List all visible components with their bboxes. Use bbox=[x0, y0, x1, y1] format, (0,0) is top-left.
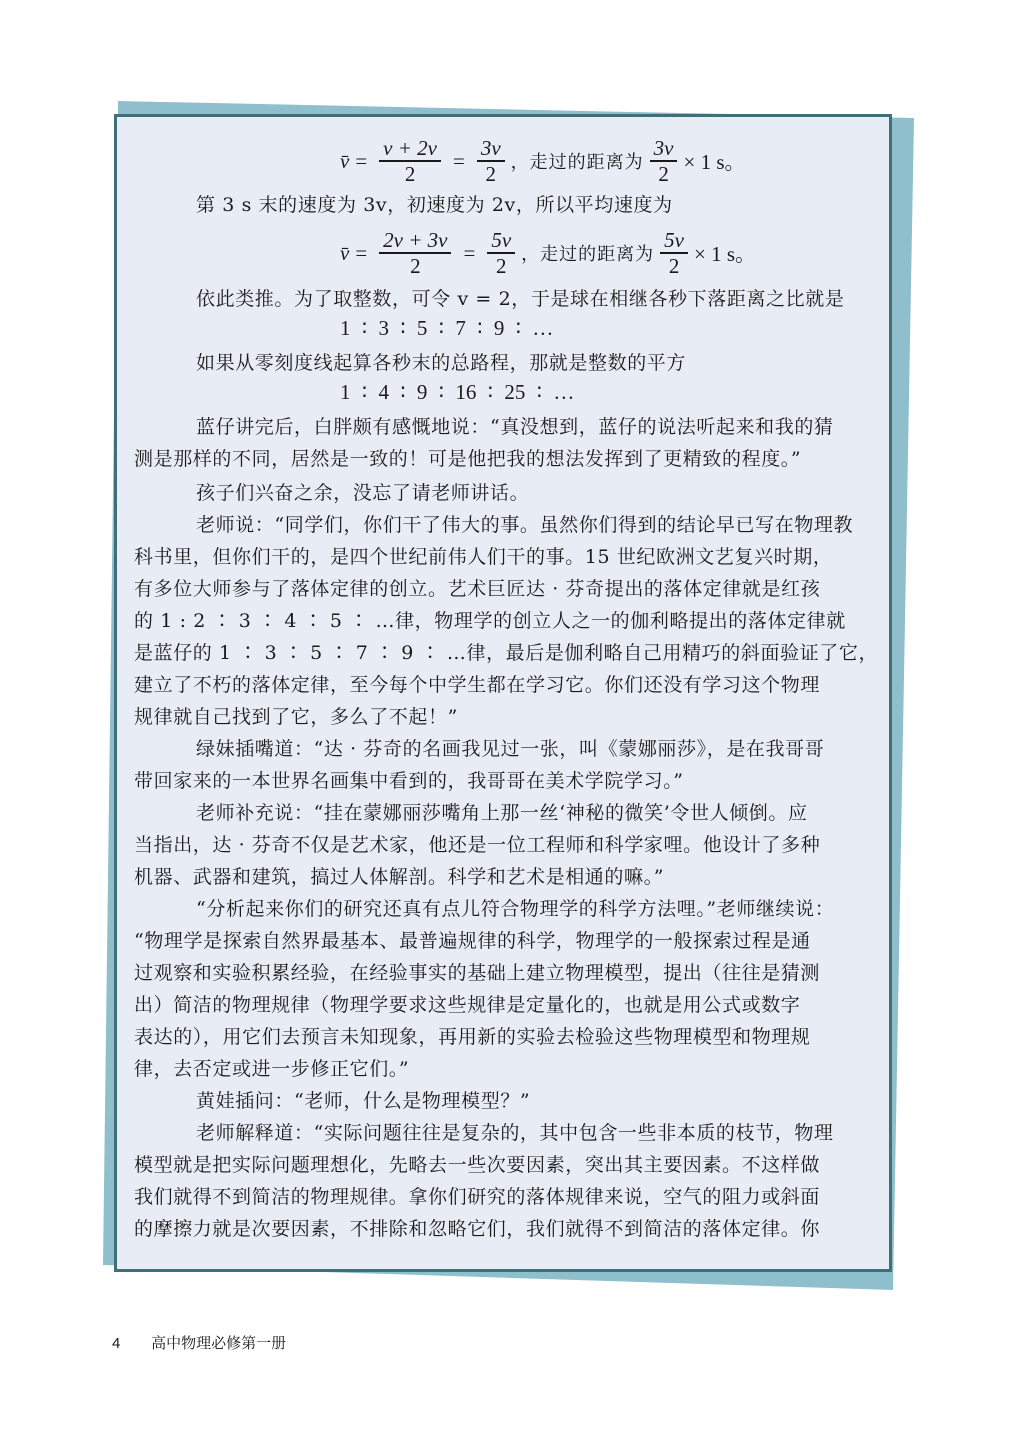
numerator: 2v + 3v bbox=[379, 228, 451, 254]
text-line: 的 1 : 2 ∶ 3 ∶ 4 ∶ 5 ∶ …律，物理学的创立人之一的伽利略提出的落体定律就 bbox=[134, 610, 846, 632]
equals-sign: = bbox=[452, 148, 465, 173]
fraction bbox=[650, 136, 678, 186]
text-line: 规律就自己找到了它，多么了不起！” bbox=[134, 706, 458, 728]
text-line: 模型就是把实际问题理想化，先略去一些次要因素，突出其主要因素。不这样做 bbox=[134, 1154, 821, 1176]
text-line: “分析起来你们的研究还真有点儿符合物理学的科学方法哩。”老师继续说： bbox=[196, 898, 835, 920]
text-line: 的摩擦力就是次要因素，不排除和忽略它们，我们就得不到简洁的落体定律。你 bbox=[134, 1218, 821, 1240]
denominator: 2 bbox=[410, 254, 421, 278]
text-line: 孩子们兴奋之余，没忘了请老师讲话。 bbox=[196, 482, 530, 504]
denominator: 2 bbox=[404, 162, 416, 186]
text-line: 如果从零刻度线起算各秒末的总路程，那就是整数的平方 bbox=[196, 352, 687, 374]
text-line: 依此类推。为了取整数，可令 v = 2，于是球在相继各秒下落距离之比就是 bbox=[196, 288, 845, 310]
numerator: 3v bbox=[650, 136, 678, 162]
text-line: 有多位大师参与了落体定律的创立。艺术巨匠达 · 芬奇提出的落体定律就是红孩 bbox=[134, 578, 821, 600]
text-line: 老师解释道：“实际问题往往是复杂的，其中包含一些非本质的枝节，物理 bbox=[196, 1122, 834, 1144]
denominator: 2 bbox=[668, 254, 680, 278]
text-line: 测是那样的不同，居然是一致的！可是他把我的想法发挥到了更精致的程度。” bbox=[134, 448, 802, 470]
text-line: 表达的），用它们去预言未知现象，再用新的实验去检验这些物理模型和物理规 bbox=[134, 1026, 811, 1048]
equals-sign: = bbox=[355, 240, 368, 265]
equation-lhs: v̄ bbox=[340, 240, 350, 265]
text-line: 第 3 s 末的速度为 3v，初速度为 2v，所以平均速度为 bbox=[196, 194, 673, 216]
text-line: 科书里，但你们干的，是四个世纪前伟人们干的事。15 世纪欧洲文艺复兴时期， bbox=[134, 546, 833, 568]
page-footer bbox=[112, 1332, 286, 1353]
text-line: 黄娃插问：“老师，什么是物理模型？” bbox=[196, 1090, 531, 1112]
numerator: 5v bbox=[660, 228, 688, 254]
ratio-sequence-odd: 1 ∶ 3 ∶ 5 ∶ 7 ∶ 9 ∶ … bbox=[340, 316, 554, 340]
text-line: 老师补充说：“挂在蒙娜丽莎嘴角上那一丝‘神秘的微笑’令世人倾倒。应 bbox=[196, 802, 808, 824]
equation-text: ，走过的距离为 bbox=[510, 152, 644, 173]
text-line: “物理学是探索自然界最基本、最普遍规律的科学，物理学的一般探索过程是通 bbox=[134, 930, 811, 952]
text-line: 建立了不朽的落体定律，至今每个中学生都在学习它。你们还没有学习这个物理 bbox=[134, 674, 821, 696]
text-line: 绿妹插嘴道：“达 · 芬奇的名画我见过一张，叫《蒙娜丽莎》，是在我哥哥 bbox=[196, 738, 825, 760]
text-line: 当指出，达 · 芬奇不仅是艺术家，他还是一位工程师和科学家哩。他设计了多种 bbox=[134, 834, 821, 856]
denominator: 2 bbox=[485, 162, 496, 186]
numerator: v + 2v bbox=[379, 136, 441, 162]
numerator: 5v bbox=[487, 228, 515, 254]
equals-sign: = bbox=[355, 148, 368, 173]
fraction bbox=[487, 228, 515, 278]
equation-2 bbox=[340, 228, 756, 278]
equation-tail: × 1 s。 bbox=[683, 150, 746, 174]
equals-sign: = bbox=[463, 240, 476, 265]
fraction bbox=[660, 228, 688, 278]
fraction bbox=[379, 136, 441, 186]
text-line: 是蓝仔的 1 ∶ 3 ∶ 5 ∶ 7 ∶ 9 ∶ …律，最后是伽利略自己用精巧的斜面验证了它， bbox=[134, 642, 879, 664]
numerator: 3v bbox=[477, 136, 505, 162]
page-number: 4 bbox=[112, 1335, 121, 1352]
denominator: 2 bbox=[658, 162, 669, 186]
text-line: 老师说：“同学们，你们干了伟大的事。虽然你们得到的结论早已写在物理教 bbox=[196, 514, 854, 536]
equation-lhs: v̄ bbox=[340, 148, 350, 173]
text-line: 过观察和实验积累经验，在经验事实的基础上建立物理模型，提出（往往是猜测 bbox=[134, 962, 821, 984]
text-line: 蓝仔讲完后，白胖颇有感慨地说：“真没想到，蓝仔的说法听起来和我的猜 bbox=[196, 416, 834, 438]
text-line: 机器、武器和建筑，搞过人体解剖。科学和艺术是相通的嘛。” bbox=[134, 866, 665, 888]
text-line: 带回家来的一本世界名画集中看到的，我哥哥在美术学院学习。” bbox=[134, 770, 684, 792]
ratio-sequence-squares: 1 ∶ 4 ∶ 9 ∶ 16 ∶ 25 ∶ … bbox=[340, 380, 575, 404]
fraction bbox=[477, 136, 505, 186]
text-line: 出）简洁的物理规律（物理学要求这些规律是定量化的，也就是用公式或数字 bbox=[134, 994, 801, 1016]
equation-text: ，走过的距离为 bbox=[521, 244, 655, 265]
book-title: 高中物理必修第一册 bbox=[151, 1334, 287, 1352]
equation-1 bbox=[340, 136, 746, 186]
denominator: 2 bbox=[495, 254, 507, 278]
fraction bbox=[379, 228, 451, 278]
equation-tail: × 1 s。 bbox=[693, 242, 756, 266]
text-line: 律，去否定或进一步修正它们。” bbox=[134, 1058, 410, 1080]
text-line: 我们就得不到简洁的物理规律。拿你们研究的落体规律来说，空气的阻力或斜面 bbox=[134, 1186, 821, 1208]
